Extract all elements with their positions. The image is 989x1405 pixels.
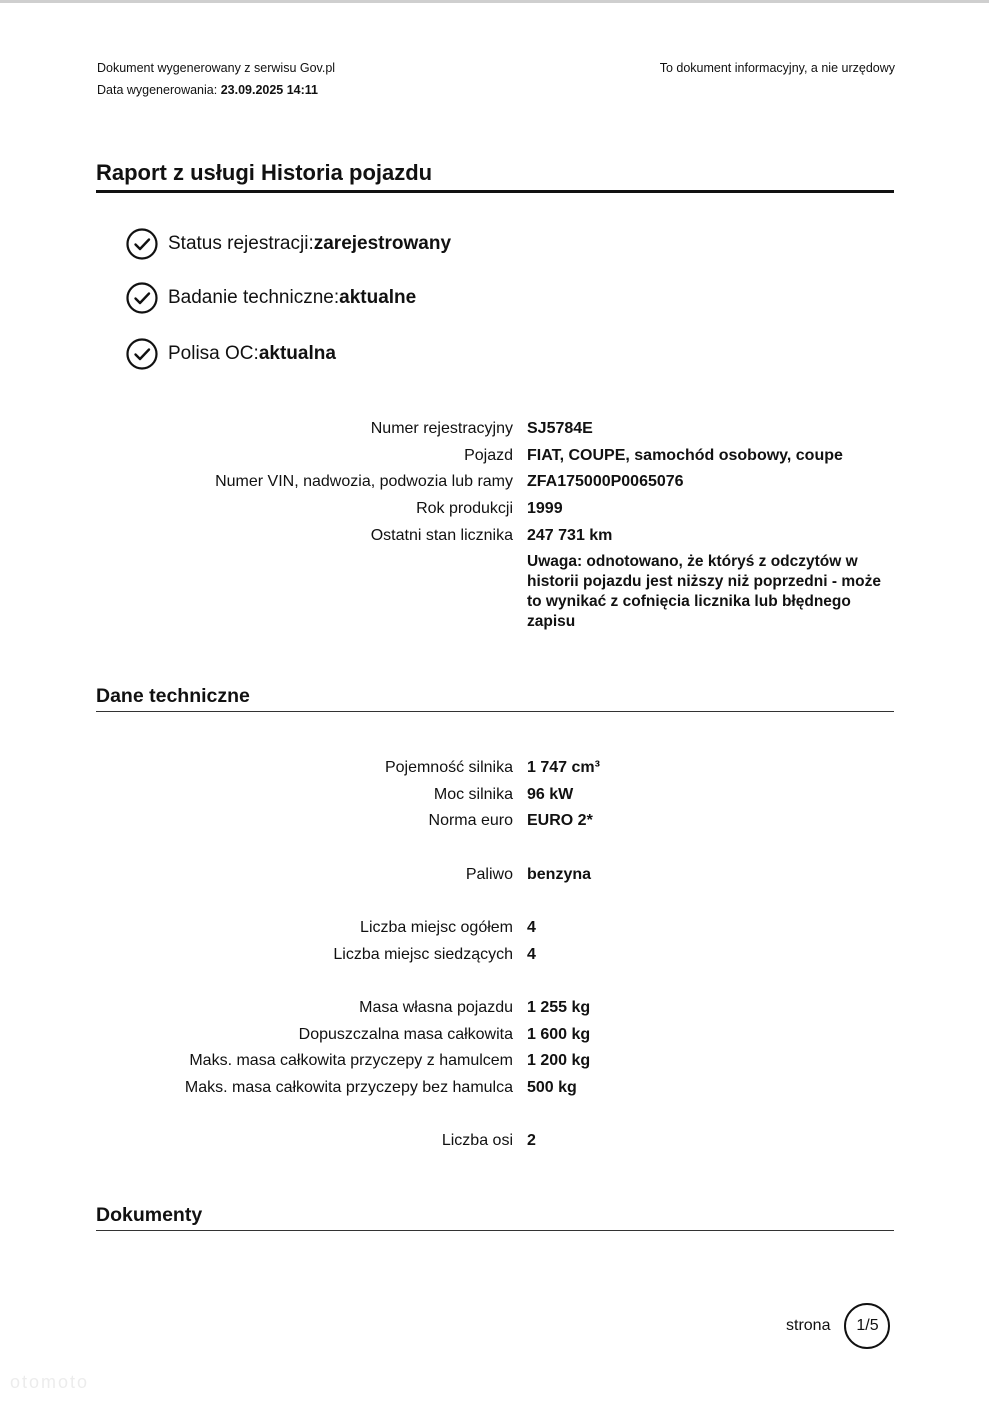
tech-row (0, 866, 989, 890)
section-title-documents: Dokumenty (96, 1204, 203, 1226)
vehicle-row-vehicle (0, 447, 989, 471)
row-value: EURO 2* (527, 812, 593, 829)
generated-date (97, 83, 318, 97)
row-label: Pojemność silnika (384, 759, 513, 776)
row-label: Dopuszczalna masa całkowita (298, 1026, 513, 1043)
row-label: Ostatni stan licznika (370, 527, 513, 544)
check-circle-icon (126, 282, 158, 314)
status-inspection (126, 282, 416, 314)
row-value: 2 (527, 1132, 536, 1149)
row-label: Maks. masa całkowita przyczepy z hamulcem (189, 1052, 513, 1069)
row-value: 96 kW (527, 786, 574, 803)
status-value: aktualna (258, 343, 336, 364)
row-label: Liczba miejsc siedzących (333, 946, 513, 963)
row-value: 500 kg (527, 1079, 577, 1096)
disclaimer-text: To dokument informacyjny, a nie urzędowy (659, 61, 895, 75)
tech-row (0, 786, 989, 810)
check-circle-icon (126, 338, 158, 370)
vehicle-row-odometer (0, 527, 989, 551)
status-value: zarejestrowany (313, 233, 452, 254)
page-number: 1/5 (844, 1303, 890, 1349)
row-label: Moc silnika (433, 786, 513, 803)
check-circle-icon (126, 228, 158, 260)
status-insurance (126, 338, 336, 370)
generated-date-label: Data wygenerowania: (97, 83, 221, 97)
tech-row (0, 812, 989, 836)
row-label: Rok produkcji (416, 500, 513, 517)
status-value: aktualne (339, 287, 417, 308)
page-indicator (786, 1303, 890, 1349)
vehicle-row-year (0, 500, 989, 524)
status-registration (126, 228, 451, 260)
row-label: Norma euro (428, 812, 513, 829)
row-value: FIAT, COUPE, samochód osobowy, coupe (527, 447, 843, 464)
row-label: Liczba osi (441, 1132, 513, 1149)
row-value: 1 200 kg (527, 1052, 591, 1069)
row-value: 247 731 km (527, 527, 613, 544)
row-value: benzyna (527, 866, 592, 883)
row-value: 1 255 kg (527, 999, 591, 1016)
status-label: Status rejestracji: (168, 233, 314, 254)
tech-row (0, 946, 989, 970)
status-label: Polisa OC: (168, 343, 259, 364)
tech-row (0, 1132, 989, 1156)
generated-date-value: 23.09.2025 14:11 (220, 83, 319, 97)
section-divider (96, 1230, 894, 1231)
row-label: Numer VIN, nadwozia, podwozia lub ramy (215, 473, 513, 490)
status-label: Badanie techniczne: (168, 287, 340, 308)
row-label: Pojazd (464, 447, 513, 464)
row-value: 4 (527, 946, 536, 963)
watermark-logo: otomoto (10, 1372, 90, 1392)
row-value: SJ5784E (527, 420, 593, 437)
row-label: Masa własna pojazdu (359, 999, 513, 1016)
row-value: 1999 (527, 500, 563, 517)
row-value: 1 600 kg (527, 1026, 591, 1043)
vehicle-row-vin (0, 473, 989, 497)
odometer-warning: Uwaga: odnotowano, że któryś z odczytów w historii pojazdu jest niższy niż poprzedni - może to wynikać z cofnięcia licznika lub błędnego zapisu (527, 553, 881, 630)
top-border (0, 0, 989, 3)
page-label: strona (786, 1317, 831, 1334)
section-divider (96, 711, 894, 712)
section-title-technical: Dane techniczne (96, 685, 250, 707)
tech-row (0, 759, 989, 783)
tech-row (0, 1052, 989, 1076)
page-title: Raport z usługi Historia pojazdu (96, 160, 433, 185)
tech-row (0, 999, 989, 1023)
generated-from-text: Dokument wygenerowany z serwisu Gov.pl (97, 61, 336, 75)
tech-row (0, 1079, 989, 1103)
row-value: 4 (527, 919, 536, 936)
row-label: Numer rejestracyjny (370, 420, 513, 437)
vehicle-row-registration (0, 420, 989, 444)
title-divider (96, 190, 894, 193)
tech-row (0, 919, 989, 943)
row-label: Maks. masa całkowita przyczepy bez hamulca (184, 1079, 513, 1096)
tech-row (0, 1026, 989, 1050)
row-value: 1 747 cm³ (527, 759, 600, 776)
row-label: Paliwo (465, 866, 513, 883)
row-value: ZFA175000P0065076 (527, 473, 684, 490)
row-label: Liczba miejsc ogółem (360, 919, 513, 936)
